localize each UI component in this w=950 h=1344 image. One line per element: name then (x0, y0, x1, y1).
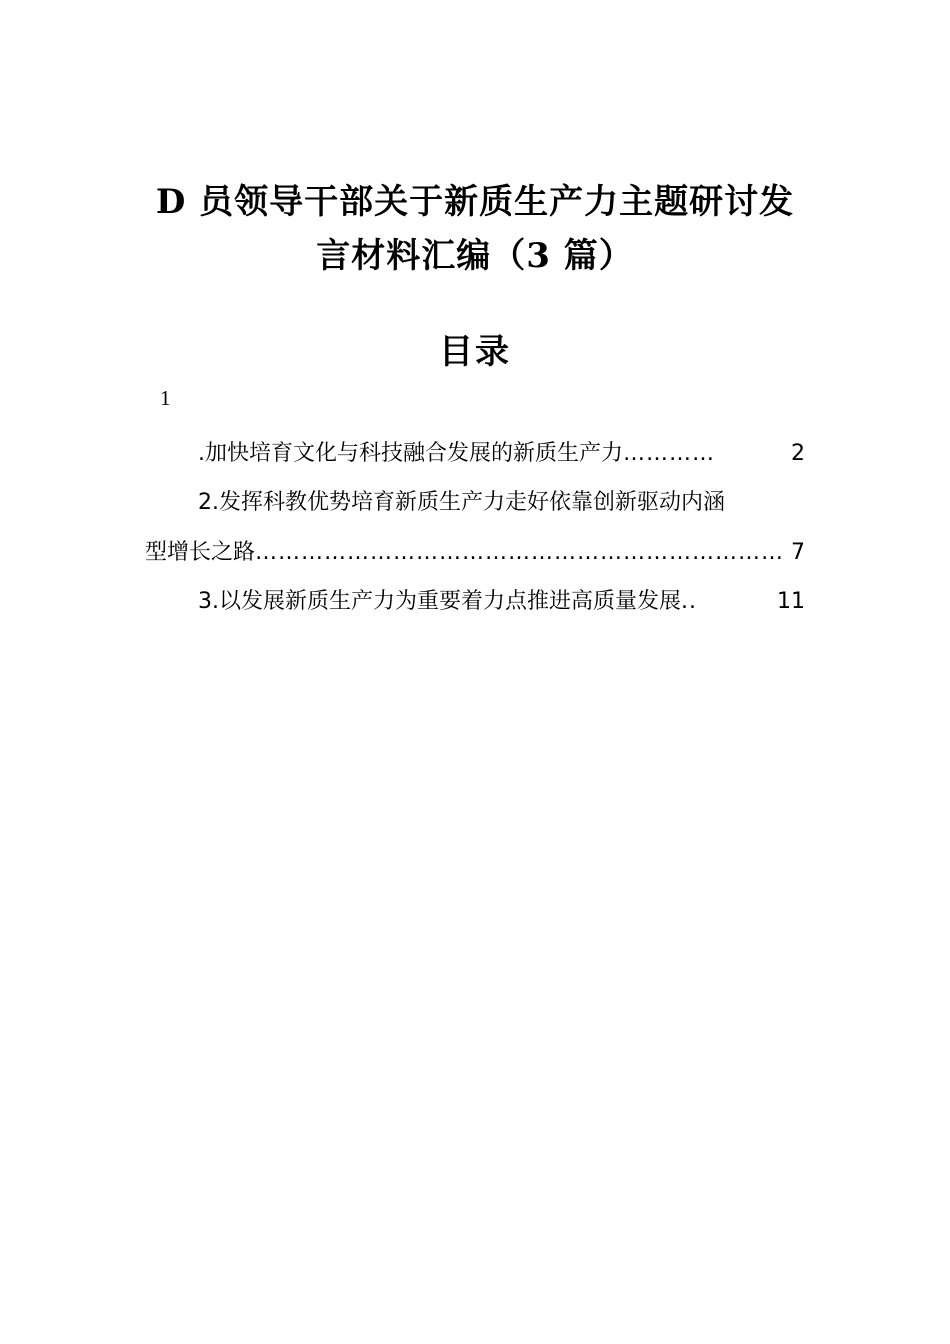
toc-entry-3[interactable] (198, 584, 805, 615)
document-title-line-2: 言材料汇编（3 篇） (316, 236, 634, 276)
toc-entry-2-text-line-1: 2.发挥科教优势培育新质生产力走好依靠创新驱动内涵 (198, 490, 725, 515)
document-title-line-1: D 员领导干部关于新质生产力主题研讨发 (155, 182, 795, 222)
toc-entry-1[interactable] (198, 436, 805, 467)
toc-entry-3-page: 11 (777, 589, 805, 614)
toc-heading: 目录 (439, 332, 511, 372)
toc-entry-2-line-1[interactable] (198, 485, 805, 516)
toc-entry-3-text: 3.以发展新质生产力为重要着力点推进高质量发展 (198, 589, 681, 614)
toc-entry-1-page: 2 (791, 441, 805, 466)
toc-entry-1-leader: ………… (623, 441, 715, 466)
stray-list-number: 1 (160, 386, 171, 410)
toc-entry-3-leader: .. (681, 589, 697, 614)
toc-entry-2-page: 7 (791, 540, 805, 565)
toc-entry-2-text-line-2: 型增长之路 (145, 540, 256, 565)
toc-entry-2-line-2[interactable] (145, 535, 805, 566)
toc-entry-1-text: .加快培育文化与科技融合发展的新质生产力 (198, 441, 623, 466)
toc-entry-2-leader: …………………………………………………………… (255, 540, 785, 565)
